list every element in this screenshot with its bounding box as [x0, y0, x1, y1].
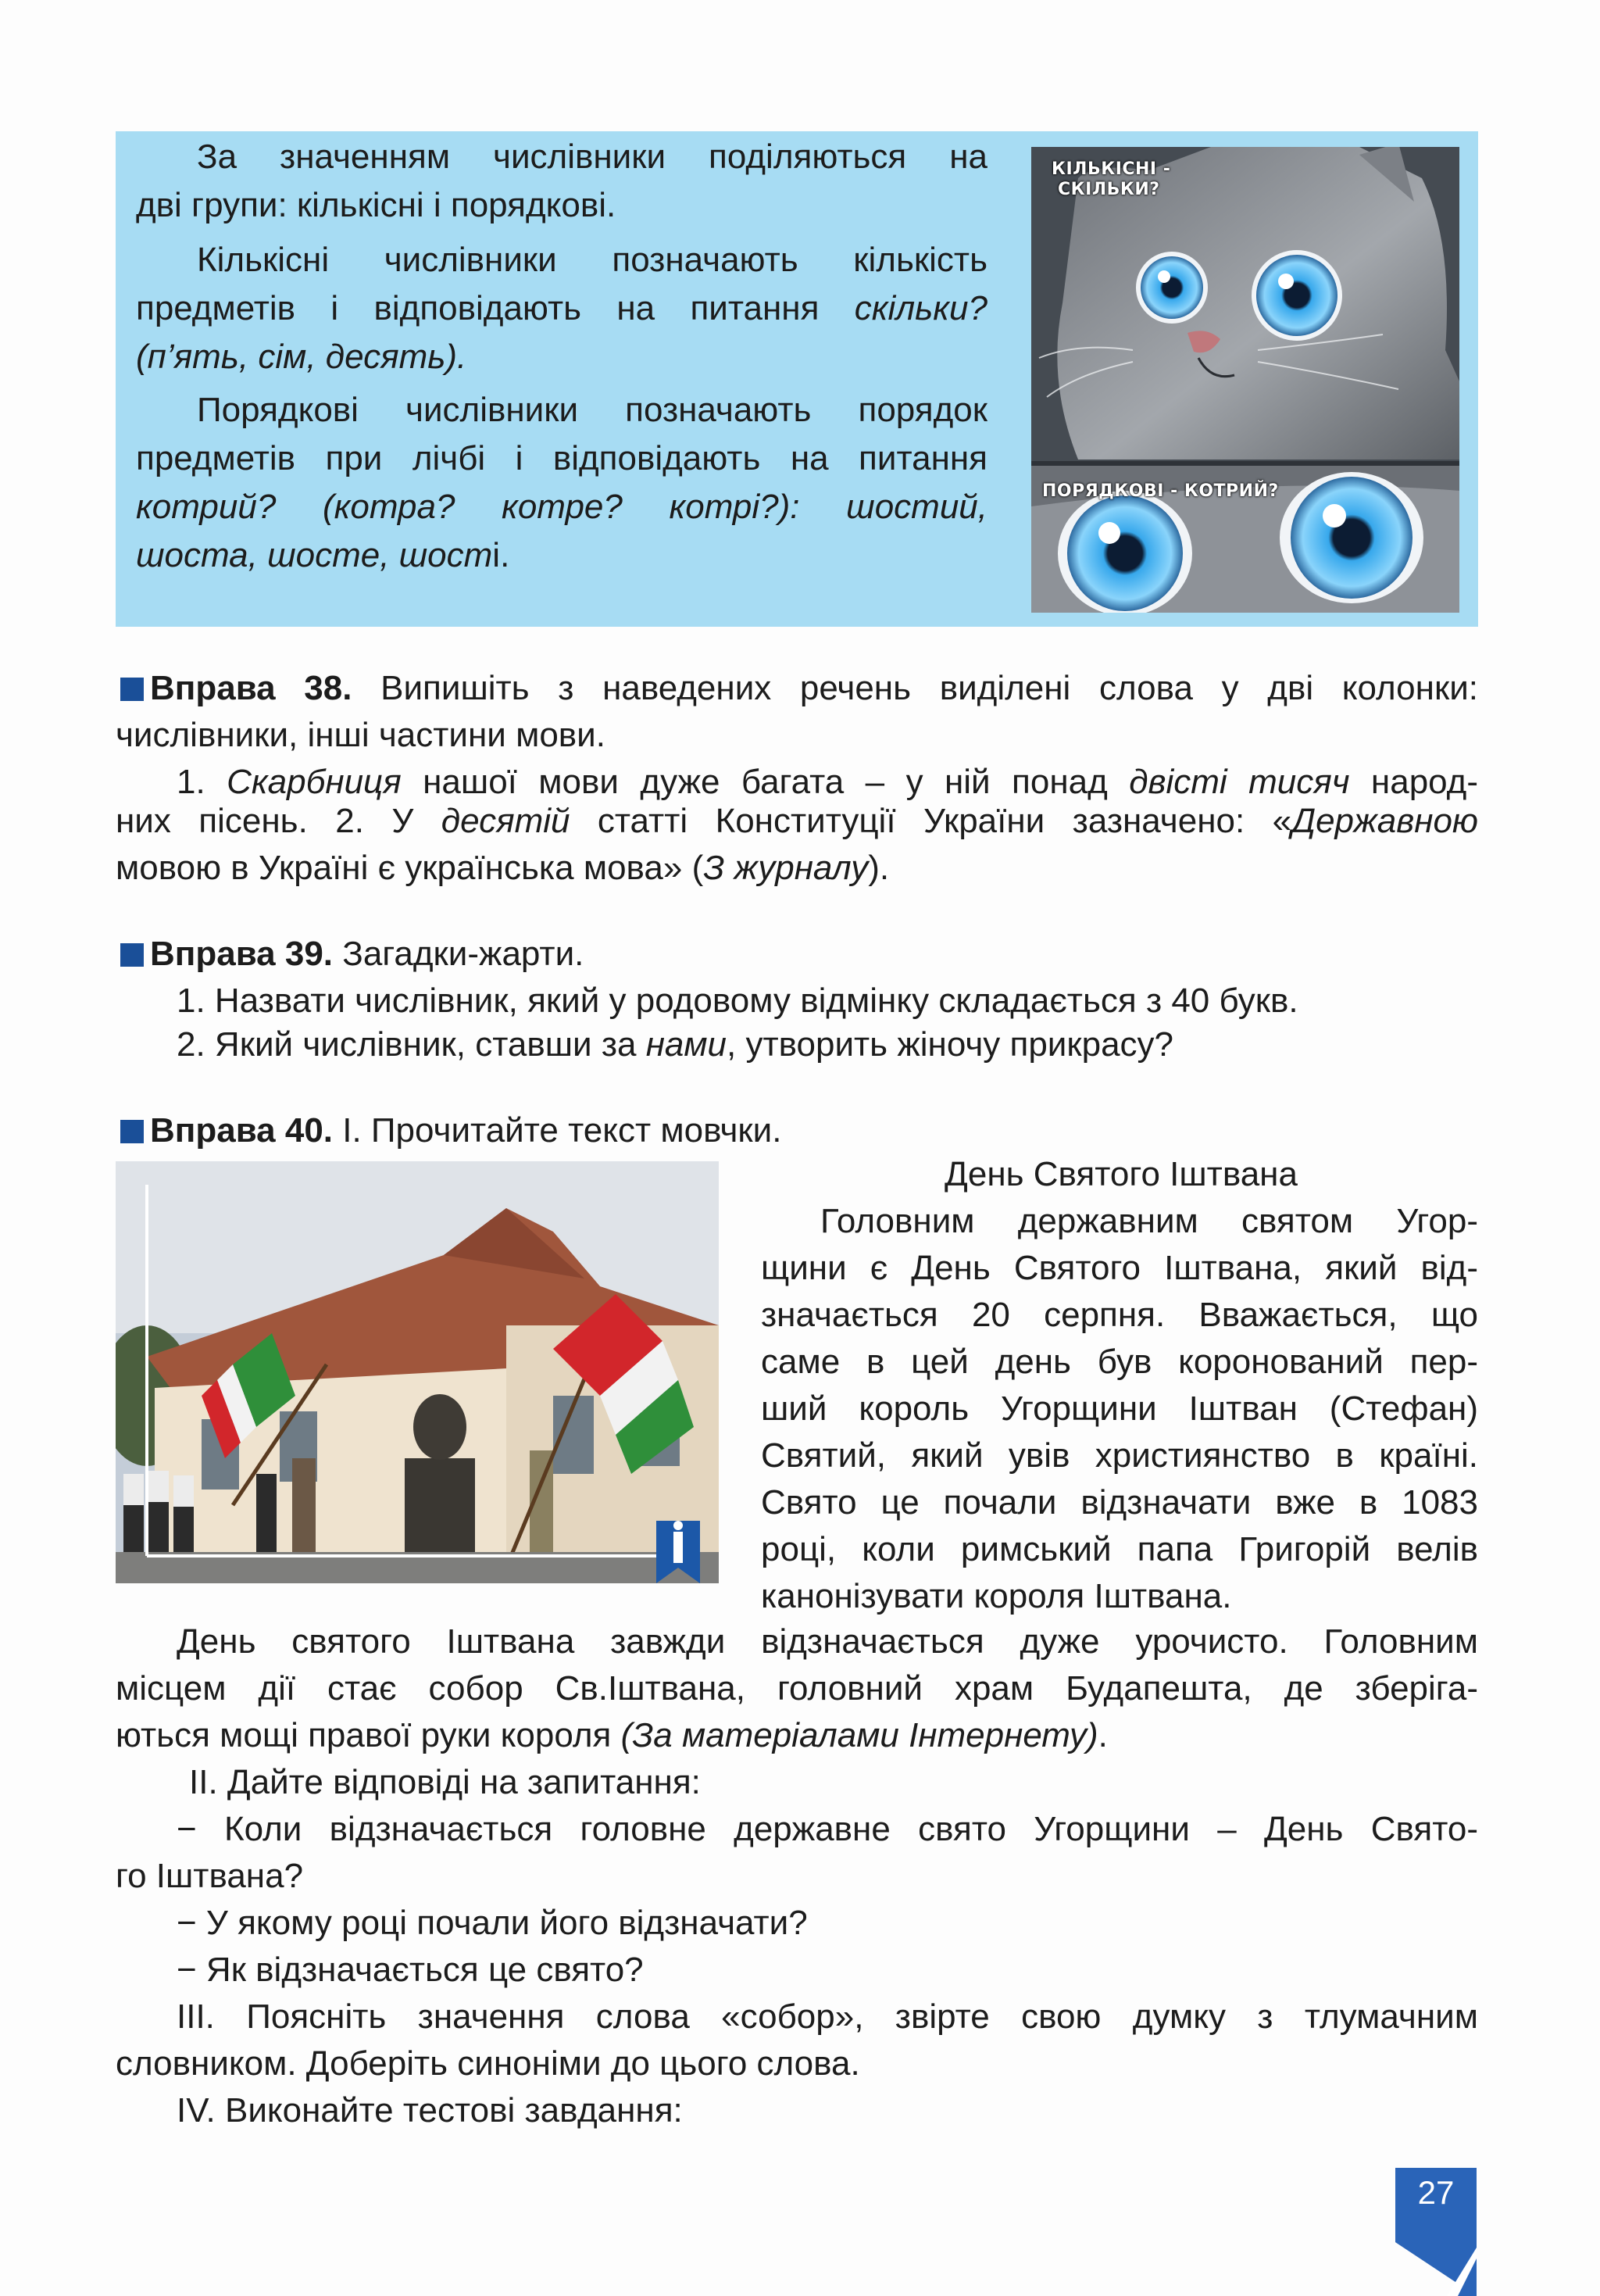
cat-image [1031, 147, 1459, 613]
ex40-text-title: День Святого Іштвана [945, 1155, 1298, 1193]
exercise-marker-icon [120, 1120, 144, 1143]
ex39-item1: 1. Назвати числівник, який у родовому відмінку складається з 40 букв. [177, 982, 1298, 1020]
exercise-marker-icon [120, 678, 144, 701]
info-p1-line1: За значенням числівники поділяються на [197, 138, 988, 176]
ex40-task3-line1: ІІІ. Поясніть значення слова «собор», звірте свою думку з тлумачним [177, 1997, 1478, 2036]
info-p3-line3: котрий? (котра? котре? котрі?): шостий, [136, 488, 988, 526]
ex38-line2: числівники, інші частини мови. [116, 716, 605, 754]
photo-illustration [116, 1161, 719, 1583]
page-number: 27 [1417, 2174, 1455, 2211]
ex40-text-line: Головним державним святом Угор- [820, 1202, 1478, 1240]
info-p2-line2: предметів і відповідають на питання скільки? [136, 289, 988, 327]
ex38-line1: Вправа 38. Випишіть з наведених речень виділені слова у дві колонки: [120, 664, 1478, 713]
photo-saint-stephen-day [116, 1161, 719, 1583]
cat-caption-top-line1: КІЛЬКІСНІ - [1052, 159, 1171, 179]
info-p3-line1: Порядкові числівники позначають порядок [197, 391, 988, 429]
ex40-text-line: значається 20 серпня. Вважається, що [761, 1296, 1478, 1334]
info-p2-line3: (п’ять, сім, десять). [136, 338, 467, 376]
exercise-marker-icon [120, 943, 144, 967]
info-p1-line2: дві групи: кількісні і порядкові. [136, 186, 616, 224]
ex40-full-line1: День святого Іштвана завжди відзначається дуже урочисто. Головним [177, 1622, 1478, 1661]
ex40-text-line: щини є День Святого Іштвана, який від- [761, 1249, 1478, 1287]
ex39-item2: 2. Який числівник, ставши за нами, утворить жіночу прикрасу? [177, 1025, 1174, 1064]
ex38-line5: мовою в Україні є українська мова» (З журналу). [116, 849, 890, 887]
ex40-text-line: саме в цей день був коронований пер- [761, 1343, 1478, 1381]
ex40-text-line: канонізувати короля Іштвана. [761, 1577, 1232, 1615]
info-p3-line2: предметів при лічбі і відповідають на питання [136, 439, 988, 477]
cat-caption-top-line2: СКІЛЬКИ? [1058, 180, 1160, 199]
ex40-text-line: році, коли римський папа Григорій велів [761, 1530, 1478, 1568]
ex38-line4: них пісень. 2. У десятій статті Конституції України зазначено: «Державною [116, 802, 1478, 840]
page-corner-arrow-icon [1447, 2248, 1477, 2296]
ex40-full-line2: місцем дії стає собор Св.Іштвана, головний храм Будапешта, де зберіга- [116, 1669, 1478, 1708]
ex40-question2: − У якому році почали його відзначати? [177, 1904, 808, 1942]
ex40-task3-line2: словником. Доберіть синоніми до цього слова. [116, 2044, 860, 2083]
ex40-text-line: ший король Угорщини Іштван (Стефан) [761, 1389, 1478, 1428]
ex38-line3: 1. Скарбниця нашої мови дуже багата – у ній понад двісті тисяч народ- [177, 763, 1479, 801]
cat-illustration [1031, 147, 1459, 613]
ex39-line1: Вправа 39. Загадки-жарти. [120, 930, 1478, 978]
ex40-task4: IV. Виконайте тестові завдання: [177, 2091, 683, 2130]
info-p2-line1: Кількісні числівники позначають кількість [197, 241, 988, 279]
ex40-text-line: Святий, який увів християнство в країні. [761, 1436, 1478, 1475]
cat-caption-bottom: ПОРЯДКОВІ - КОТРИЙ? [1042, 481, 1279, 501]
ex40-question3: − Як відзначається це свято? [177, 1951, 644, 1989]
ex40-text-line: Свято це почали відзначати вже в 1083 [761, 1483, 1478, 1522]
info-p3-line4: шоста, шосте, шості. [136, 536, 510, 574]
ex40-question1-line2: го Іштвана? [116, 1857, 304, 1895]
ex40-full-line3: ються мощі правої руки короля (За матеріалами Інтернету). [116, 1716, 1108, 1754]
ex40-line1: Вправа 40. І. Прочитайте текст мовчки. [120, 1107, 1478, 1155]
ex40-questions-header: ІІ. Дайте відповіді на запитання: [189, 1763, 701, 1801]
cat-caption-top [1052, 159, 1170, 200]
ex40-question1-line1: − Коли відзначається головне державне свято Угорщини – День Свято- [177, 1810, 1478, 1848]
